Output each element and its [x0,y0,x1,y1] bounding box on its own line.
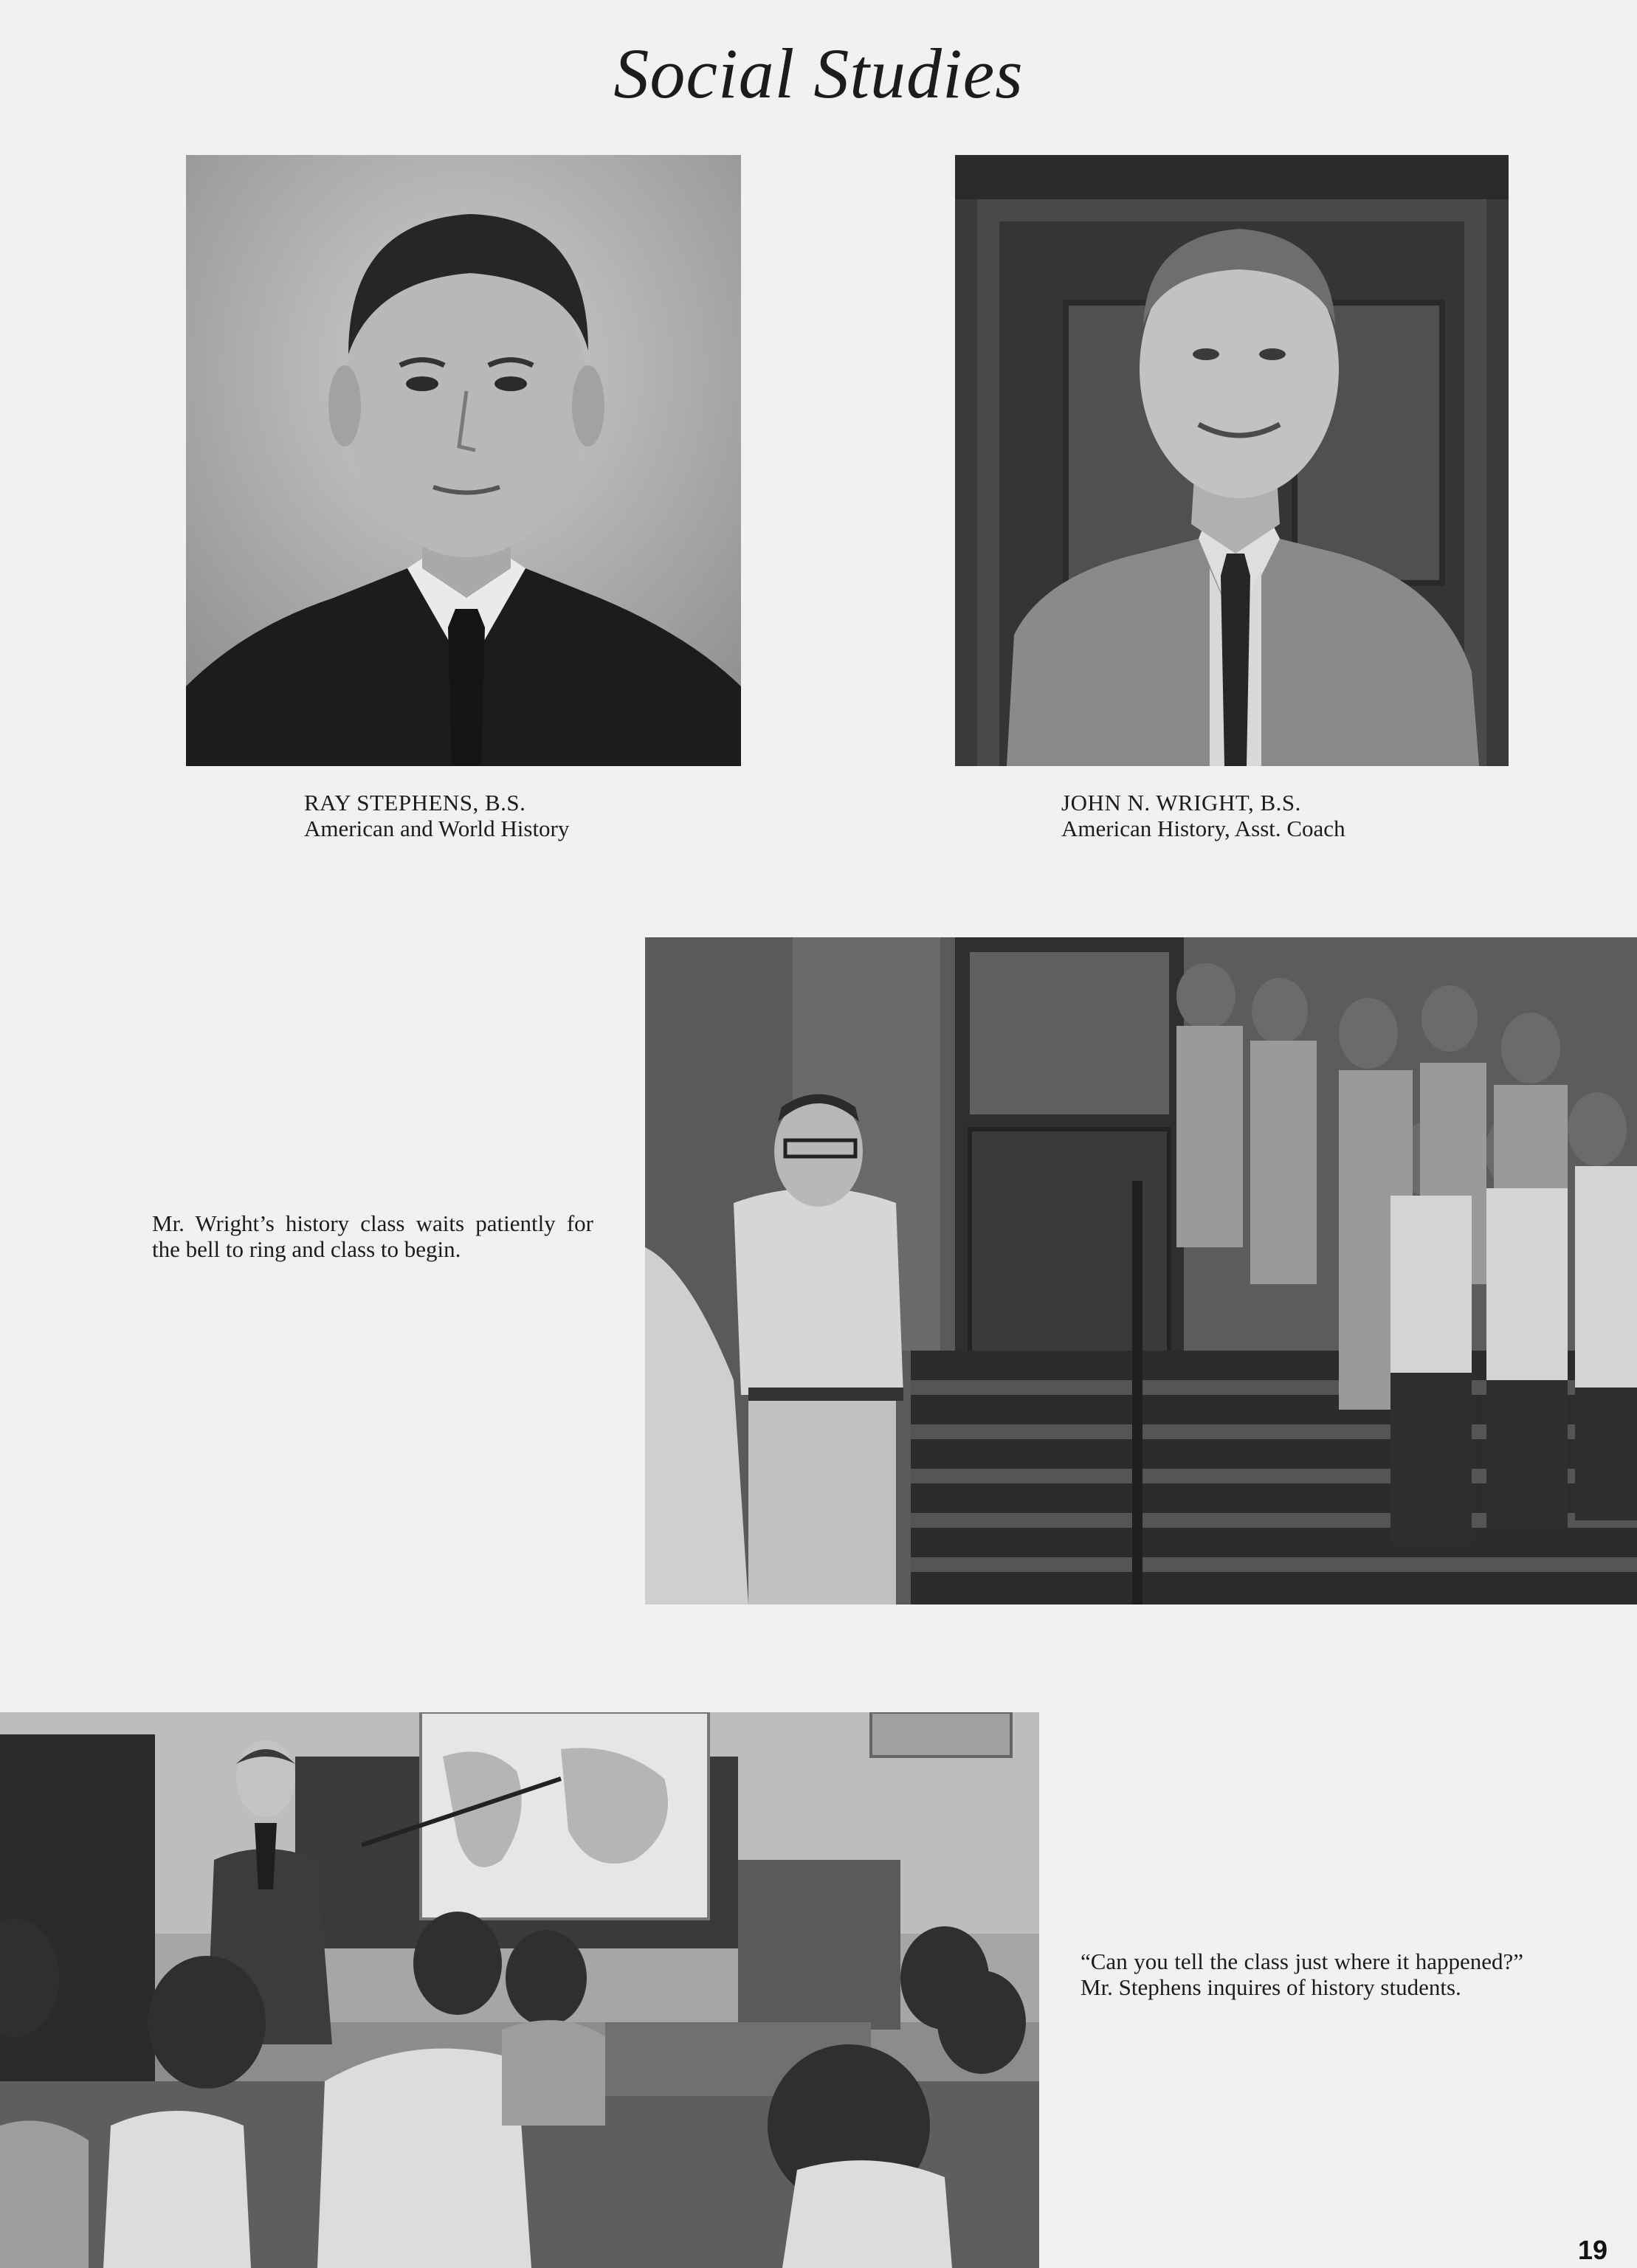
faculty-name: JOHN N. WRIGHT, B.S. [1061,790,1301,816]
portrait-photo-wright [955,155,1509,766]
faculty-name: RAY STEPHENS, B.S. [304,790,526,816]
classroom-photo [0,1712,1039,2268]
faculty-caption-stephens [304,790,747,841]
page-title: Social Studies [613,34,1024,113]
faculty-subject: American History, Asst. Coach [1061,816,1345,841]
classroom-photo-caption: “Can you tell the class just where it happened?” Mr. Stephens inquires of history students. [1081,1948,1523,2000]
faculty-subject: American and World History [304,816,570,841]
faculty-caption-wright [1061,790,1504,841]
portrait-photo-stephens [186,155,741,766]
page-number: 19 [1577,2235,1607,2265]
hallway-class-photo [645,937,1637,1605]
hallway-photo-caption: Mr. Wright’s history class waits patiently for the bell to ring and class to begin. [152,1210,593,1262]
